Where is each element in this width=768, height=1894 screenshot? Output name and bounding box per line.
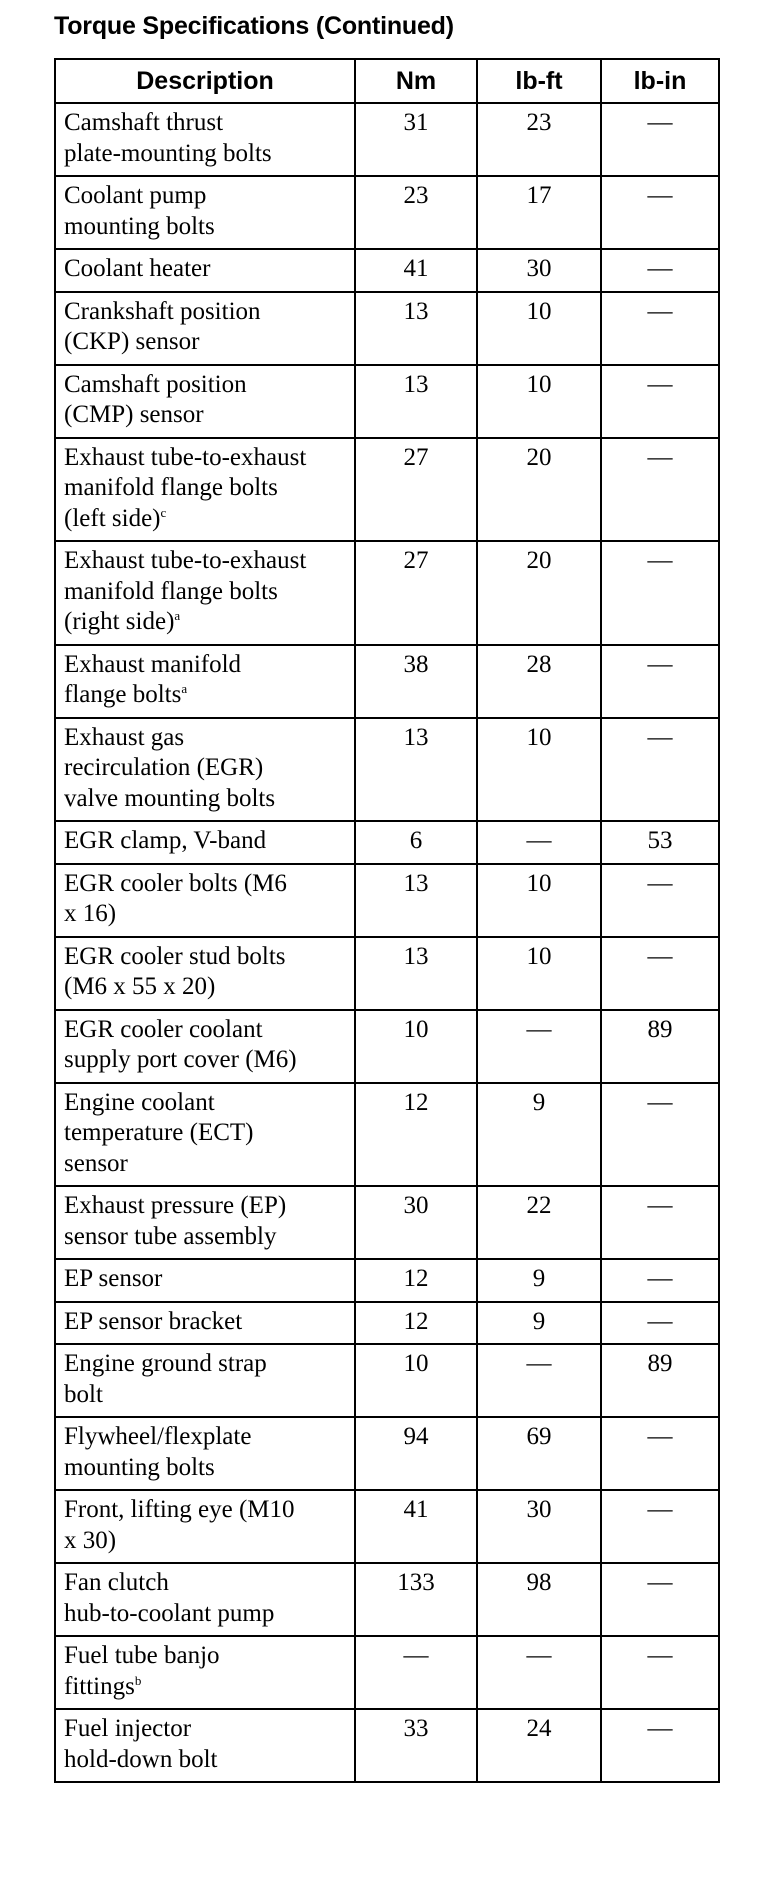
- table-row: [55, 1010, 719, 1083]
- cell-lbin: —: [601, 176, 719, 249]
- footnote-marker: a: [174, 608, 181, 623]
- description-line: [64, 1015, 350, 1046]
- cell-lbin: —: [601, 1709, 719, 1782]
- description-text: mounting bolts: [64, 1453, 215, 1481]
- description-line: [64, 1568, 350, 1599]
- cell-description: [55, 365, 355, 438]
- table-row: [55, 1302, 719, 1345]
- description-line: [64, 899, 350, 930]
- description-text: valve mounting bolts: [64, 784, 276, 812]
- cell-lbft: 20: [477, 541, 601, 645]
- cell-lbft: 10: [477, 365, 601, 438]
- cell-lbft: 28: [477, 645, 601, 718]
- description-line: [64, 1149, 350, 1180]
- cell-description: [55, 937, 355, 1010]
- cell-description: [55, 1186, 355, 1259]
- description-line: [64, 826, 350, 857]
- description-line: [64, 1380, 350, 1411]
- description-text: flange bolts: [64, 681, 182, 708]
- cell-lbin: —: [601, 438, 719, 542]
- description-line: [64, 1088, 350, 1119]
- cell-lbin: —: [601, 1563, 719, 1636]
- description-text: (CMP) sensor: [64, 401, 204, 428]
- table-row: [55, 645, 719, 718]
- footnote-marker: c: [160, 504, 167, 520]
- description-text: Fan clutch: [64, 1569, 169, 1596]
- description-text: EP sensor: [64, 1265, 163, 1292]
- cell-lbin: —: [601, 718, 719, 822]
- cell-lbin: —: [601, 1490, 719, 1563]
- cell-description: [55, 249, 355, 292]
- footnote-marker: a: [181, 681, 188, 696]
- cell-nm: 12: [355, 1302, 477, 1345]
- torque-spec-table: [54, 58, 720, 1783]
- description-text: Engine ground strap: [64, 1350, 267, 1377]
- table-row: [55, 1490, 719, 1563]
- cell-nm: 10: [355, 1010, 477, 1083]
- description-line: [64, 680, 350, 711]
- description-line: [64, 1222, 350, 1253]
- description-text: (left side): [64, 504, 161, 532]
- description-text: Coolant heater: [64, 255, 211, 282]
- description-line: [64, 1045, 350, 1076]
- description-line: [64, 1745, 350, 1776]
- description-text: Fuel tube banjo: [64, 1642, 220, 1669]
- description-line: [64, 1264, 350, 1295]
- cell-description: [55, 1302, 355, 1345]
- cell-description: [55, 1563, 355, 1636]
- cell-lbft: 9: [477, 1083, 601, 1187]
- description-line: [64, 1526, 350, 1557]
- table-row: [55, 1344, 719, 1417]
- cell-description: [55, 176, 355, 249]
- header-nm: Nm: [355, 59, 477, 103]
- table-row: [55, 103, 719, 176]
- description-line: [64, 1307, 350, 1338]
- description-line: [64, 400, 350, 431]
- cell-nm: 31: [355, 103, 477, 176]
- table-row: [55, 821, 719, 864]
- description-line: [64, 297, 350, 328]
- description-line: [64, 108, 350, 139]
- description-text: EGR cooler stud bolts: [64, 942, 286, 970]
- cell-lbin: —: [601, 1259, 719, 1302]
- table-row: [55, 1636, 719, 1709]
- description-line: [64, 942, 350, 973]
- cell-nm: 94: [355, 1417, 477, 1490]
- table-row: [55, 864, 719, 937]
- cell-lbft: 9: [477, 1259, 601, 1302]
- description-line: [64, 972, 350, 1003]
- table-row: [55, 249, 719, 292]
- cell-lbin: 89: [601, 1010, 719, 1083]
- description-text: Camshaft position: [64, 370, 247, 398]
- cell-lbin: —: [601, 1186, 719, 1259]
- footnote-marker: b: [134, 1672, 142, 1688]
- description-line: [64, 753, 350, 784]
- cell-lbin: —: [601, 1417, 719, 1490]
- cell-nm: 23: [355, 176, 477, 249]
- description-line: [64, 723, 350, 754]
- description-text: sensor tube assembly: [64, 1222, 277, 1250]
- cell-lbin: —: [601, 937, 719, 1010]
- description-text: manifold flange bolts: [64, 577, 278, 605]
- cell-lbft: 30: [477, 1490, 601, 1563]
- cell-lbft: 24: [477, 1709, 601, 1782]
- cell-lbin: —: [601, 292, 719, 365]
- description-text: (CKP) sensor: [64, 328, 200, 355]
- description-text: manifold flange bolts: [64, 474, 278, 501]
- table-row: [55, 1259, 719, 1302]
- cell-nm: 13: [355, 937, 477, 1010]
- description-line: [64, 1599, 350, 1630]
- description-text: EP sensor bracket: [64, 1307, 243, 1335]
- cell-nm: 13: [355, 292, 477, 365]
- cell-lbft: 10: [477, 864, 601, 937]
- table-row: [55, 1186, 719, 1259]
- description-text: Coolant pump: [64, 182, 207, 209]
- description-text: Exhaust tube-to-exhaust: [64, 547, 307, 574]
- cell-lbin: —: [601, 1302, 719, 1345]
- cell-description: [55, 864, 355, 937]
- cell-lbft: 10: [477, 292, 601, 365]
- description-text: temperature (ECT): [64, 1119, 254, 1146]
- cell-lbin: —: [601, 365, 719, 438]
- description-text: hub-to-coolant pump: [64, 1599, 275, 1627]
- description-text: Engine coolant: [64, 1088, 215, 1116]
- table-row: [55, 365, 719, 438]
- description-text: Front, lifting eye (M10: [64, 1496, 295, 1523]
- cell-lbin: —: [601, 864, 719, 937]
- cell-nm: 13: [355, 864, 477, 937]
- cell-lbft: —: [477, 1636, 601, 1709]
- cell-lbft: —: [477, 1344, 601, 1417]
- cell-description: [55, 645, 355, 718]
- description-line: [64, 1349, 350, 1380]
- cell-lbft: 69: [477, 1417, 601, 1490]
- table-row: [55, 1417, 719, 1490]
- description-text: sensor: [64, 1149, 128, 1177]
- cell-lbft: 30: [477, 249, 601, 292]
- description-line: [64, 607, 350, 638]
- cell-nm: 30: [355, 1186, 477, 1259]
- description-line: [64, 254, 350, 285]
- cell-nm: 33: [355, 1709, 477, 1782]
- description-line: [64, 370, 350, 401]
- cell-lbin: 53: [601, 821, 719, 864]
- header-lbft: lb-ft: [477, 59, 601, 103]
- description-line: [64, 869, 350, 900]
- cell-lbft: 23: [477, 103, 601, 176]
- description-line: [64, 443, 350, 474]
- cell-nm: 41: [355, 249, 477, 292]
- cell-nm: 133: [355, 1563, 477, 1636]
- table-row: [55, 718, 719, 822]
- description-line: [64, 181, 350, 212]
- description-text: Exhaust pressure (EP): [64, 1192, 287, 1219]
- cell-description: [55, 292, 355, 365]
- description-text: EGR cooler coolant: [64, 1015, 263, 1043]
- cell-description: [55, 541, 355, 645]
- description-line: [64, 1422, 350, 1453]
- description-line: [64, 650, 350, 681]
- cell-description: [55, 1636, 355, 1709]
- page-title: Torque Specifications (Continued): [54, 12, 454, 40]
- cell-description: [55, 103, 355, 176]
- cell-description: [55, 438, 355, 542]
- header-description: Description: [55, 59, 355, 103]
- description-line: [64, 139, 350, 170]
- description-line: [64, 1191, 350, 1222]
- cell-lbft: 20: [477, 438, 601, 542]
- description-line: [64, 1641, 350, 1672]
- cell-lbin: —: [601, 103, 719, 176]
- cell-nm: 6: [355, 821, 477, 864]
- cell-description: [55, 1417, 355, 1490]
- description-text: hold-down bolt: [64, 1745, 218, 1773]
- cell-nm: 13: [355, 365, 477, 438]
- description-line: [64, 1672, 350, 1703]
- description-text: plate-mounting bolts: [64, 139, 272, 167]
- cell-description: [55, 718, 355, 822]
- table-row: [55, 541, 719, 645]
- description-line: [64, 1118, 350, 1149]
- cell-nm: 10: [355, 1344, 477, 1417]
- cell-nm: 38: [355, 645, 477, 718]
- description-text: Flywheel/flexplate: [64, 1423, 252, 1450]
- cell-lbft: 98: [477, 1563, 601, 1636]
- description-text: recirculation (EGR): [64, 754, 264, 781]
- header-lbin: lb-in: [601, 59, 719, 103]
- table-header-row: [55, 59, 719, 103]
- cell-nm: 41: [355, 1490, 477, 1563]
- cell-lbin: —: [601, 249, 719, 292]
- cell-lbft: 22: [477, 1186, 601, 1259]
- cell-description: [55, 1709, 355, 1782]
- cell-lbft: 10: [477, 718, 601, 822]
- cell-lbin: —: [601, 645, 719, 718]
- description-line: [64, 327, 350, 358]
- cell-lbin: 89: [601, 1344, 719, 1417]
- cell-nm: 12: [355, 1083, 477, 1187]
- description-text: mounting bolts: [64, 212, 215, 240]
- description-text: Exhaust tube-to-exhaust: [64, 443, 307, 471]
- description-text: Camshaft thrust: [64, 109, 224, 136]
- cell-description: [55, 821, 355, 864]
- description-text: Exhaust manifold: [64, 650, 242, 678]
- description-text: bolt: [64, 1380, 103, 1408]
- description-text: supply port cover (M6): [64, 1046, 297, 1073]
- cell-nm: 12: [355, 1259, 477, 1302]
- description-line: [64, 473, 350, 504]
- cell-lbft: 10: [477, 937, 601, 1010]
- description-text: EGR clamp, V-band: [64, 827, 267, 854]
- description-line: [64, 784, 350, 815]
- cell-nm: 13: [355, 718, 477, 822]
- cell-lbin: —: [601, 1083, 719, 1187]
- description-text: x 30): [64, 1526, 117, 1554]
- cell-lbin: —: [601, 1636, 719, 1709]
- table-row: [55, 1083, 719, 1187]
- description-text: (M6 x 55 x 20): [64, 973, 216, 1000]
- description-text: Crankshaft position: [64, 297, 261, 325]
- description-line: [64, 1453, 350, 1484]
- description-line: [64, 1495, 350, 1526]
- table-row: [55, 176, 719, 249]
- description-text: x 16): [64, 900, 117, 927]
- table-row: [55, 1563, 719, 1636]
- cell-nm: —: [355, 1636, 477, 1709]
- cell-description: [55, 1083, 355, 1187]
- table-body: [55, 103, 719, 1782]
- description-text: Exhaust gas: [64, 723, 185, 751]
- description-line: [64, 504, 350, 535]
- cell-lbft: 9: [477, 1302, 601, 1345]
- description-text: EGR cooler bolts (M6: [64, 869, 287, 897]
- description-text: (right side): [64, 608, 175, 635]
- table-row: [55, 937, 719, 1010]
- cell-description: [55, 1010, 355, 1083]
- table-row: [55, 1709, 719, 1782]
- table-row: [55, 292, 719, 365]
- table-row: [55, 438, 719, 542]
- cell-nm: 27: [355, 438, 477, 542]
- description-line: [64, 1714, 350, 1745]
- cell-description: [55, 1259, 355, 1302]
- cell-lbft: —: [477, 821, 601, 864]
- cell-nm: 27: [355, 541, 477, 645]
- description-text: Fuel injector: [64, 1715, 192, 1742]
- description-line: [64, 577, 350, 608]
- cell-description: [55, 1344, 355, 1417]
- cell-lbft: 17: [477, 176, 601, 249]
- cell-lbin: —: [601, 541, 719, 645]
- cell-description: [55, 1490, 355, 1563]
- description-line: [64, 546, 350, 577]
- description-text: fittings: [64, 1672, 135, 1700]
- description-line: [64, 212, 350, 243]
- cell-lbft: —: [477, 1010, 601, 1083]
